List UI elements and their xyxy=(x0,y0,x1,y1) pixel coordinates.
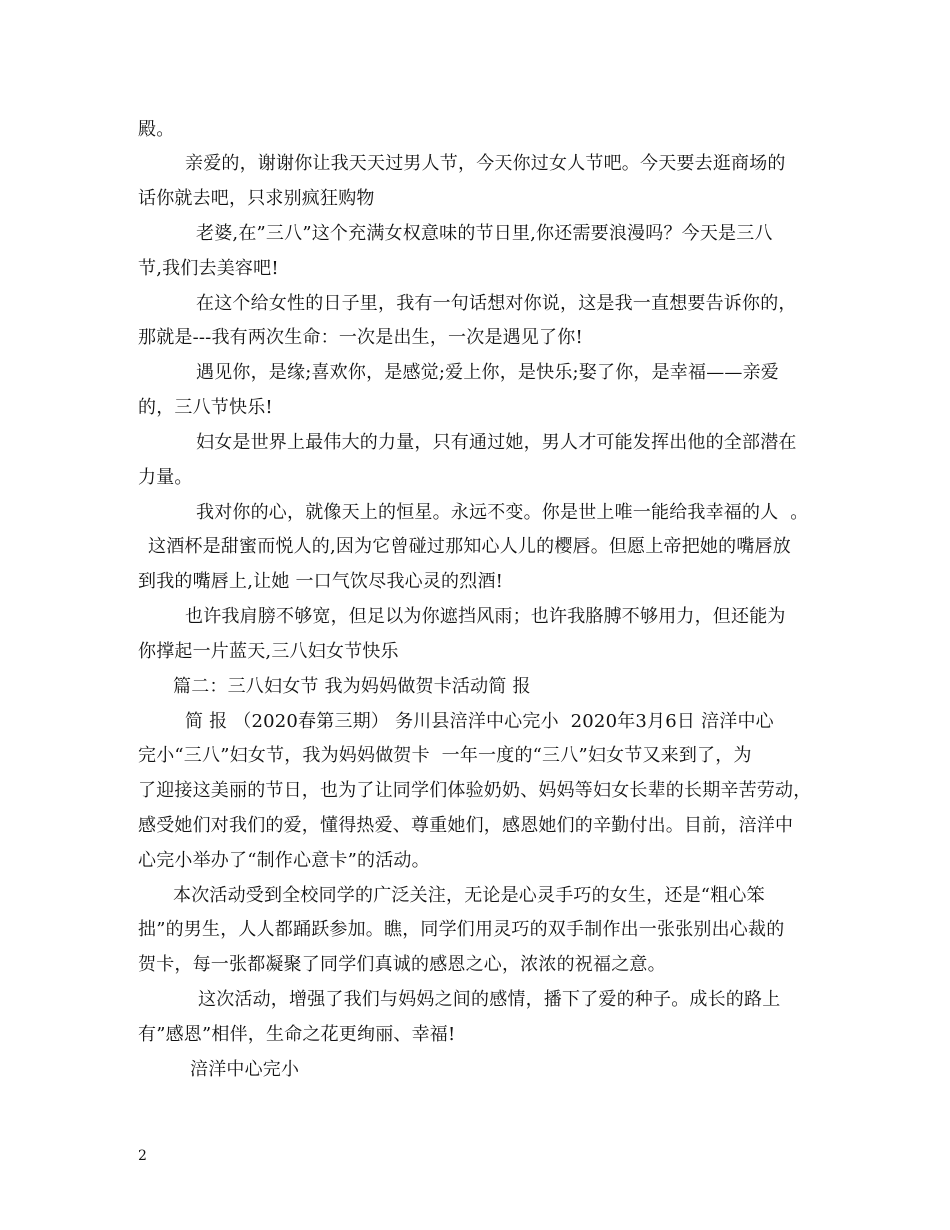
text-line: 拙”的男生，人人都踊跃参加。瞧，同学们用灵巧的双手制作出一张张别出心裁的 xyxy=(138,919,785,940)
text-line: 感受她们对我们的爱，懂得热爱、尊重她们，感恩她们的辛勤付出。目前，涪洋中 xyxy=(138,815,794,836)
text-line: 我对你的心，就像天上的恒星。永远不变。你是世上唯一能给我幸福的人 。 xyxy=(196,502,809,523)
section-heading: 篇二：三八妇女节 我为妈妈做贺卡活动简 报 xyxy=(173,676,531,697)
text-line: 妇女是世界上最伟大的力量，只有通过她，男人才可能发挥出他的全部潜在 xyxy=(196,432,797,453)
text-line: 老婆,在”三八”这个充满女权意味的节日里,你还需要浪漫吗？今天是三八 xyxy=(196,223,773,244)
text-line: 心完小举办了“制作心意卡”的活动。 xyxy=(138,850,430,871)
text-line: 本次活动受到全校同学的广泛关注，无论是心灵手巧的女生，还是“粗心笨 xyxy=(173,885,765,906)
text-line: 话你就去吧，只求别疯狂购物 xyxy=(138,188,375,209)
text-line: 节,我们去美容吧! xyxy=(138,258,279,279)
text-line: 这酒杯是甜蜜而悦人的,因为它曾碰过那知心人儿的樱唇。但愿上帝把她的嘴唇放 xyxy=(148,536,791,557)
text-line: 有”感恩”相伴，生命之花更绚丽、幸福! xyxy=(138,1024,456,1045)
text-line: 到我的嘴唇上,让她 一口气饮尽我心灵的烈酒! xyxy=(138,571,504,592)
text-line: 那就是---我有两次生命：一次是出生，一次是遇见了你! xyxy=(138,327,583,348)
text-line: 贺卡，每一张都凝聚了同学们真诚的感恩之心，浓浓的祝福之意。 xyxy=(138,954,666,975)
page-number: 2 xyxy=(138,1148,147,1164)
text-line: 亲爱的，谢谢你让我天天过男人节，今天你过女人节吧。今天要去逛商场的 xyxy=(185,153,786,174)
text-line: 这次活动，增强了我们与妈妈之间的感情，播下了爱的种子。成长的路上 xyxy=(198,989,781,1010)
signature-line: 涪洋中心完小 xyxy=(190,1059,300,1080)
text-line: 了迎接这美丽的节日，也为了让同学们体验奶奶、妈妈等妇女长辈的长期辛苦劳动， xyxy=(138,780,812,801)
text-line: 你撑起一片蓝天,三八妇女节快乐 xyxy=(138,641,399,662)
text-line: 完小“三八”妇女节，我为妈妈做贺卡 一年一度的“三八”妇女节又来到了，为 xyxy=(138,745,752,766)
text-line: 遇见你，是缘;喜欢你，是感觉;爱上你，是快乐;娶了你，是幸福——亲爱 xyxy=(196,362,779,383)
text-line: 的，三八节快乐! xyxy=(138,397,273,418)
text-line: 在这个给女性的日子里，我有一句话想对你说，这是我一直想要告诉你的， xyxy=(196,293,797,314)
text-line: 殿。 xyxy=(138,119,175,140)
text-line: 简 报 （2020春第三期） 务川县涪洋中心完小 2020年3月6日 涪洋中心 xyxy=(185,711,774,732)
text-line: 也许我肩膀不够宽，但足以为你遮挡风雨；也许我胳膊不够用力，但还能为 xyxy=(185,606,786,627)
text-line: 力量。 xyxy=(138,467,193,488)
